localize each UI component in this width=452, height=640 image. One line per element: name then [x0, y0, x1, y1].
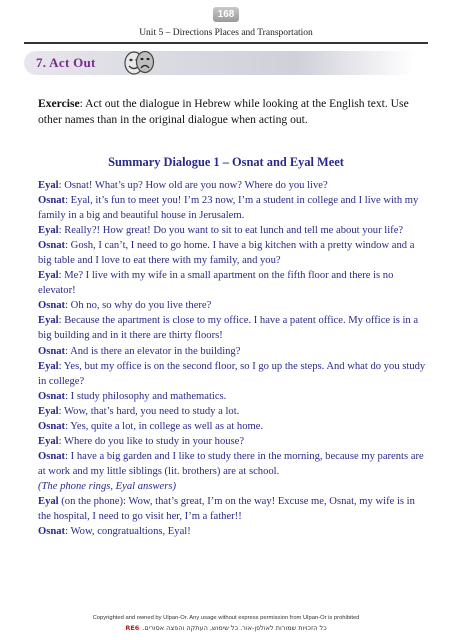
dialogue-line — [38, 524, 428, 539]
speaker: Eyal — [38, 405, 59, 417]
line-text: : Oh no, so why do you live there? — [65, 300, 212, 312]
speaker: Osnat — [38, 450, 66, 462]
speaker: Osnat — [38, 300, 66, 312]
speaker: Eyal — [38, 435, 59, 447]
line-text: : Because the apartment is close to my office. I have a patent office. My office is in a big building and in it there are thirty floors! — [38, 315, 419, 342]
footer-copyright: Copyrighted and owned by Ulpan-Or. Any usage without express permission from Ulpan-Or is prohibited — [92, 615, 360, 621]
section-title: 7. Act Out — [36, 55, 96, 70]
dialogue-line — [38, 223, 428, 238]
dialogue-line — [38, 193, 428, 223]
line-text: : And is there an elevator in the building? — [65, 345, 241, 357]
section-banner — [24, 51, 414, 75]
speaker: Eyal — [38, 225, 59, 237]
line-text: (on the phone): Wow, that’s great, I’m on the way! Excuse me, Osnat, my wife is in the hospital, I need to go visit her, I’m a father!! — [38, 495, 415, 523]
speaker: Eyal — [38, 180, 59, 191]
dialogue-line — [38, 178, 428, 193]
speaker: Osnat — [38, 390, 66, 402]
line-text: : Wow, that’s hard, you need to study a lot. — [58, 405, 240, 417]
exercise-text: : Act out the dialogue in Hebrew while looking at the English text. Use other names than in the original dialogue when acting out. — [38, 97, 409, 126]
dialogue-line — [38, 419, 428, 434]
speaker: Osnat — [38, 195, 66, 207]
dialogue-line — [38, 268, 428, 298]
speaker: Eyal — [38, 495, 59, 507]
dialogue-line — [38, 238, 428, 268]
speaker: Osnat — [38, 345, 66, 357]
stage-direction: (The phone rings, Eyal answers) — [38, 480, 177, 492]
running-header: Unit 5 – Directions Places and Transportation — [139, 28, 313, 38]
dialogue-line — [38, 344, 428, 359]
line-text: : Yes, quite a lot, in college as well as at home. — [65, 420, 264, 432]
page-number: 168 — [213, 7, 239, 22]
dialogue-title: Summary Dialogue 1 – Osnat and Eyal Meet — [108, 155, 344, 169]
line-text: : Yes, but my office is on the second floor, so I go up the steps. And what do you study in college? — [38, 360, 426, 387]
speaker: Eyal — [38, 315, 59, 327]
dialogue-line — [38, 449, 428, 479]
dialogue-line — [38, 359, 428, 389]
footer-hebrew — [0, 624, 452, 632]
header-rule — [24, 42, 428, 44]
theater-masks-icon — [122, 49, 156, 77]
line-text: : Osnat! What’s up? How old are you now? Where do you live? — [58, 180, 328, 191]
line-text: : I have a big garden and I like to study there in the morning, because my parents are at work and my little siblings (lit. brothers) are at school. — [38, 450, 424, 477]
footer-mark: RE6 — [125, 624, 140, 632]
speaker: Osnat — [38, 240, 66, 252]
dialogue — [38, 178, 428, 539]
dialogue-line — [38, 389, 428, 404]
dialogue-line — [38, 434, 428, 449]
dialogue-line — [38, 494, 428, 524]
dialogue-line — [38, 404, 428, 419]
line-text: : Really?! How great! Do you want to sit to eat lunch and tell me about your life? — [58, 225, 404, 237]
line-text: : Me? I live with my wife in a small apartment on the fifth floor and there is no elevator! — [38, 270, 394, 297]
line-text: : Wow, congratualtions, Eyal! — [65, 526, 191, 538]
speaker: Osnat — [38, 420, 66, 432]
exercise-instructions — [38, 96, 428, 128]
dialogue-line — [38, 298, 428, 313]
footer-hebrew-text: כל הזכויות שמורות לאולפן-אור. כל שימוש, העתקה והפצה אסורים. — [142, 624, 327, 632]
dialogue-line — [38, 313, 428, 343]
line-text: : Where do you like to study in your house? — [58, 435, 245, 447]
speaker: Osnat — [38, 526, 66, 538]
speaker: Eyal — [38, 360, 59, 372]
line-text: : I study philosophy and mathematics. — [65, 390, 227, 402]
exercise-label: Exercise — [38, 97, 80, 110]
line-text: : Gosh, I can’t, I need to go home. I have a big kitchen with a pretty window and a big table and I love to eat there with my family, and you? — [38, 240, 415, 267]
line-text: : Eyal, it’s fun to meet you! I’m 23 now, I’m a student in college and I live with my family in a big and beautiful house in Jerusalem. — [38, 195, 419, 222]
speaker: Eyal — [38, 270, 59, 282]
